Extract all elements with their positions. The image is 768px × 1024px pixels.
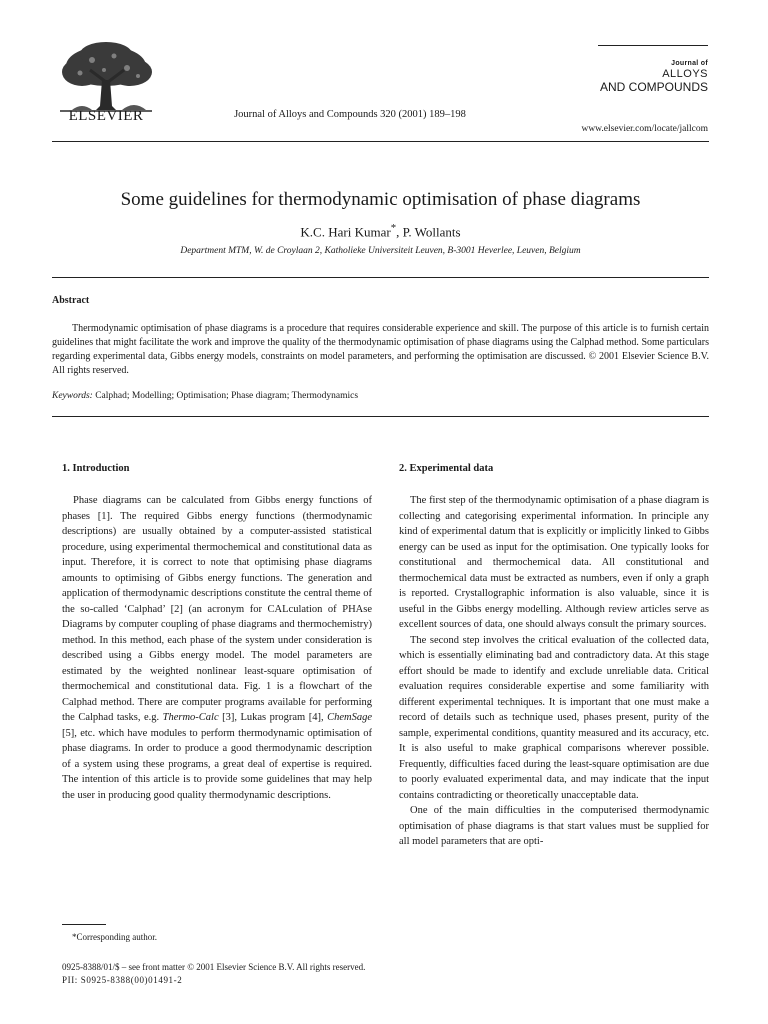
intro-text-part1: Phase diagrams can be calculated from Gibbs energy functions of phases [1]. The required Gibbs energy functions (thermodynamic descriptions) are usually obtained by a computer-assisted statistical procedure, using experimental thermochemical and constitutional data as input. Therefore, it is correct to note that optimising phase diagrams amounts to optimising of Gibbs energy functions. The generation and application of thermodynamic descriptions constitute the central theme of the so-called ‘Calphad’ [2] (an acronym for CALculation of PHAse Diagrams by computer coupling of phase diagrams and thermochemistry) method. In this method, each phase of the system under consideration is described using a Gibbs energy model. The model parameters are estimated by the weighted nonlinear least-square optimisation of thermochemical and constitutional data. Fig. 1 is a flowchart of the Calphad method. There are computer programs available for performing the Calphad tasks, e.g. — [62, 495, 372, 723]
article-title: Some guidelines for thermodynamic optimisation of phase diagrams — [120, 189, 641, 210]
publisher-name: ELSEVIER — [68, 108, 144, 124]
intro-chemsage: ChemSage — [327, 712, 372, 723]
imprint-pii: PII: S0925-8388(00)01491-2 — [62, 975, 183, 985]
abstract-divider — [52, 416, 709, 417]
intro-thermocalc: Thermo-Calc — [162, 712, 219, 723]
journal-logo-line2: ALLOYS — [662, 68, 708, 80]
journal-logo-rule — [598, 45, 708, 46]
keywords-label: Keywords: — [52, 391, 93, 401]
keywords — [52, 391, 709, 401]
journal-logo-line1: Journal of — [671, 60, 708, 67]
intro-text-part3: [5], etc. which have modules to perform thermodynamic optimisation of phase diagrams. In order to produce a good thermodynamic description of a system using these programs, a great deal of expertise is required. The intention of this article is to provide some guidelines that may help the user in producing good quality thermodynamic descriptions. — [62, 727, 372, 801]
intro-text-part2: [3], Lukas program [4], — [218, 712, 328, 723]
section-heading-introduction: 1. Introduction — [62, 463, 130, 474]
author-affiliation: Department MTM, W. de Croylaan 2, Katholieke Universiteit Leuven, B-3001 Heverlee, Leuven, Belgium — [180, 246, 581, 256]
journal-logo-line3: AND COMPOUNDS — [599, 80, 708, 94]
title-divider — [52, 277, 709, 278]
imprint-front-matter: 0925-8388/01/$ – see front matter © 2001 Elsevier Science B.V. All rights reserved. — [62, 962, 366, 972]
abstract-heading: Abstract — [52, 295, 90, 306]
experimental-data-column — [399, 493, 709, 850]
experimental-paragraph-3: One of the main difficulties in the computerised thermodynamic optimisation of phase diagrams is that start values must be supplied for all model parameters that are opti- — [399, 805, 709, 847]
footnote-rule — [62, 924, 106, 925]
section-heading-experimental-data: 2. Experimental data — [399, 463, 494, 474]
introduction-paragraph — [62, 493, 372, 803]
article-authors — [52, 222, 709, 240]
abstract-text: Thermodynamic optimisation of phase diagrams is a procedure that requires considerable experience and skill. The purpose of this article is to furnish certain guidelines that might facilitate the work and improve the quality of the thermodynamic optimisation of phase diagrams using the Calphad method. Some particulars regarding experimental data, Gibbs energy models, constraints on model parameters, and performing the optimisation are discussed. © 2001 Elsevier Science B.V. All rights reserved. — [52, 323, 709, 376]
keywords-list: Calphad; Modelling; Optimisation; Phase diagram; Thermodynamics — [92, 391, 359, 401]
journal-citation: Journal of Alloys and Compounds 320 (2001) 189–198 — [234, 109, 466, 120]
introduction-column — [62, 493, 372, 803]
footnote-corresponding-author: *Corresponding author. — [72, 932, 157, 942]
experimental-paragraph-1: The first step of the thermodynamic optimisation of a phase diagram is collecting and categorising experimental information. In principle any kind of experimental datum that is explicitly or implicitly linked to Gibbs energy can be used as input for the optimisation. One typically looks for constitutional and thermochemical data. All constitutional and thermochemical data must be extracted as numbers, even if only a graph is reported. Crystallographic information is also valuable, since it is useful in the Gibbs energy modelling. Although review articles serve as excellent sources of data, one should always consult the primary sources. — [399, 495, 709, 630]
author-1: K.C. Hari Kumar — [300, 224, 391, 240]
journal-url[interactable]: www.elsevier.com/locate/jallcom — [581, 124, 708, 134]
corresponding-mark: * — [390, 222, 397, 234]
experimental-paragraph-2: The second step involves the critical evaluation of the collected data, which is essentially eliminating bad and contradictory data. At this stage effort should be made to identify and exclude unreliable data. Critical evaluation requires considerable expertise and some familiarity with different experimental techniques. It is important that one must make a record of details such as technique used, phases present, purity of the sample, experimental conditions, quantity measured and its accuracy, etc. It is also useful to make graphical comparisons wherever possible. Frequently, difficulties faced during the least-square optimisation are due to poorly evaluated experimental data, and may indicate that the input contains contradicting or theoretically unacceptable data. — [399, 634, 709, 801]
header-divider — [52, 141, 709, 142]
author-2: , P. Wollants — [396, 224, 461, 240]
